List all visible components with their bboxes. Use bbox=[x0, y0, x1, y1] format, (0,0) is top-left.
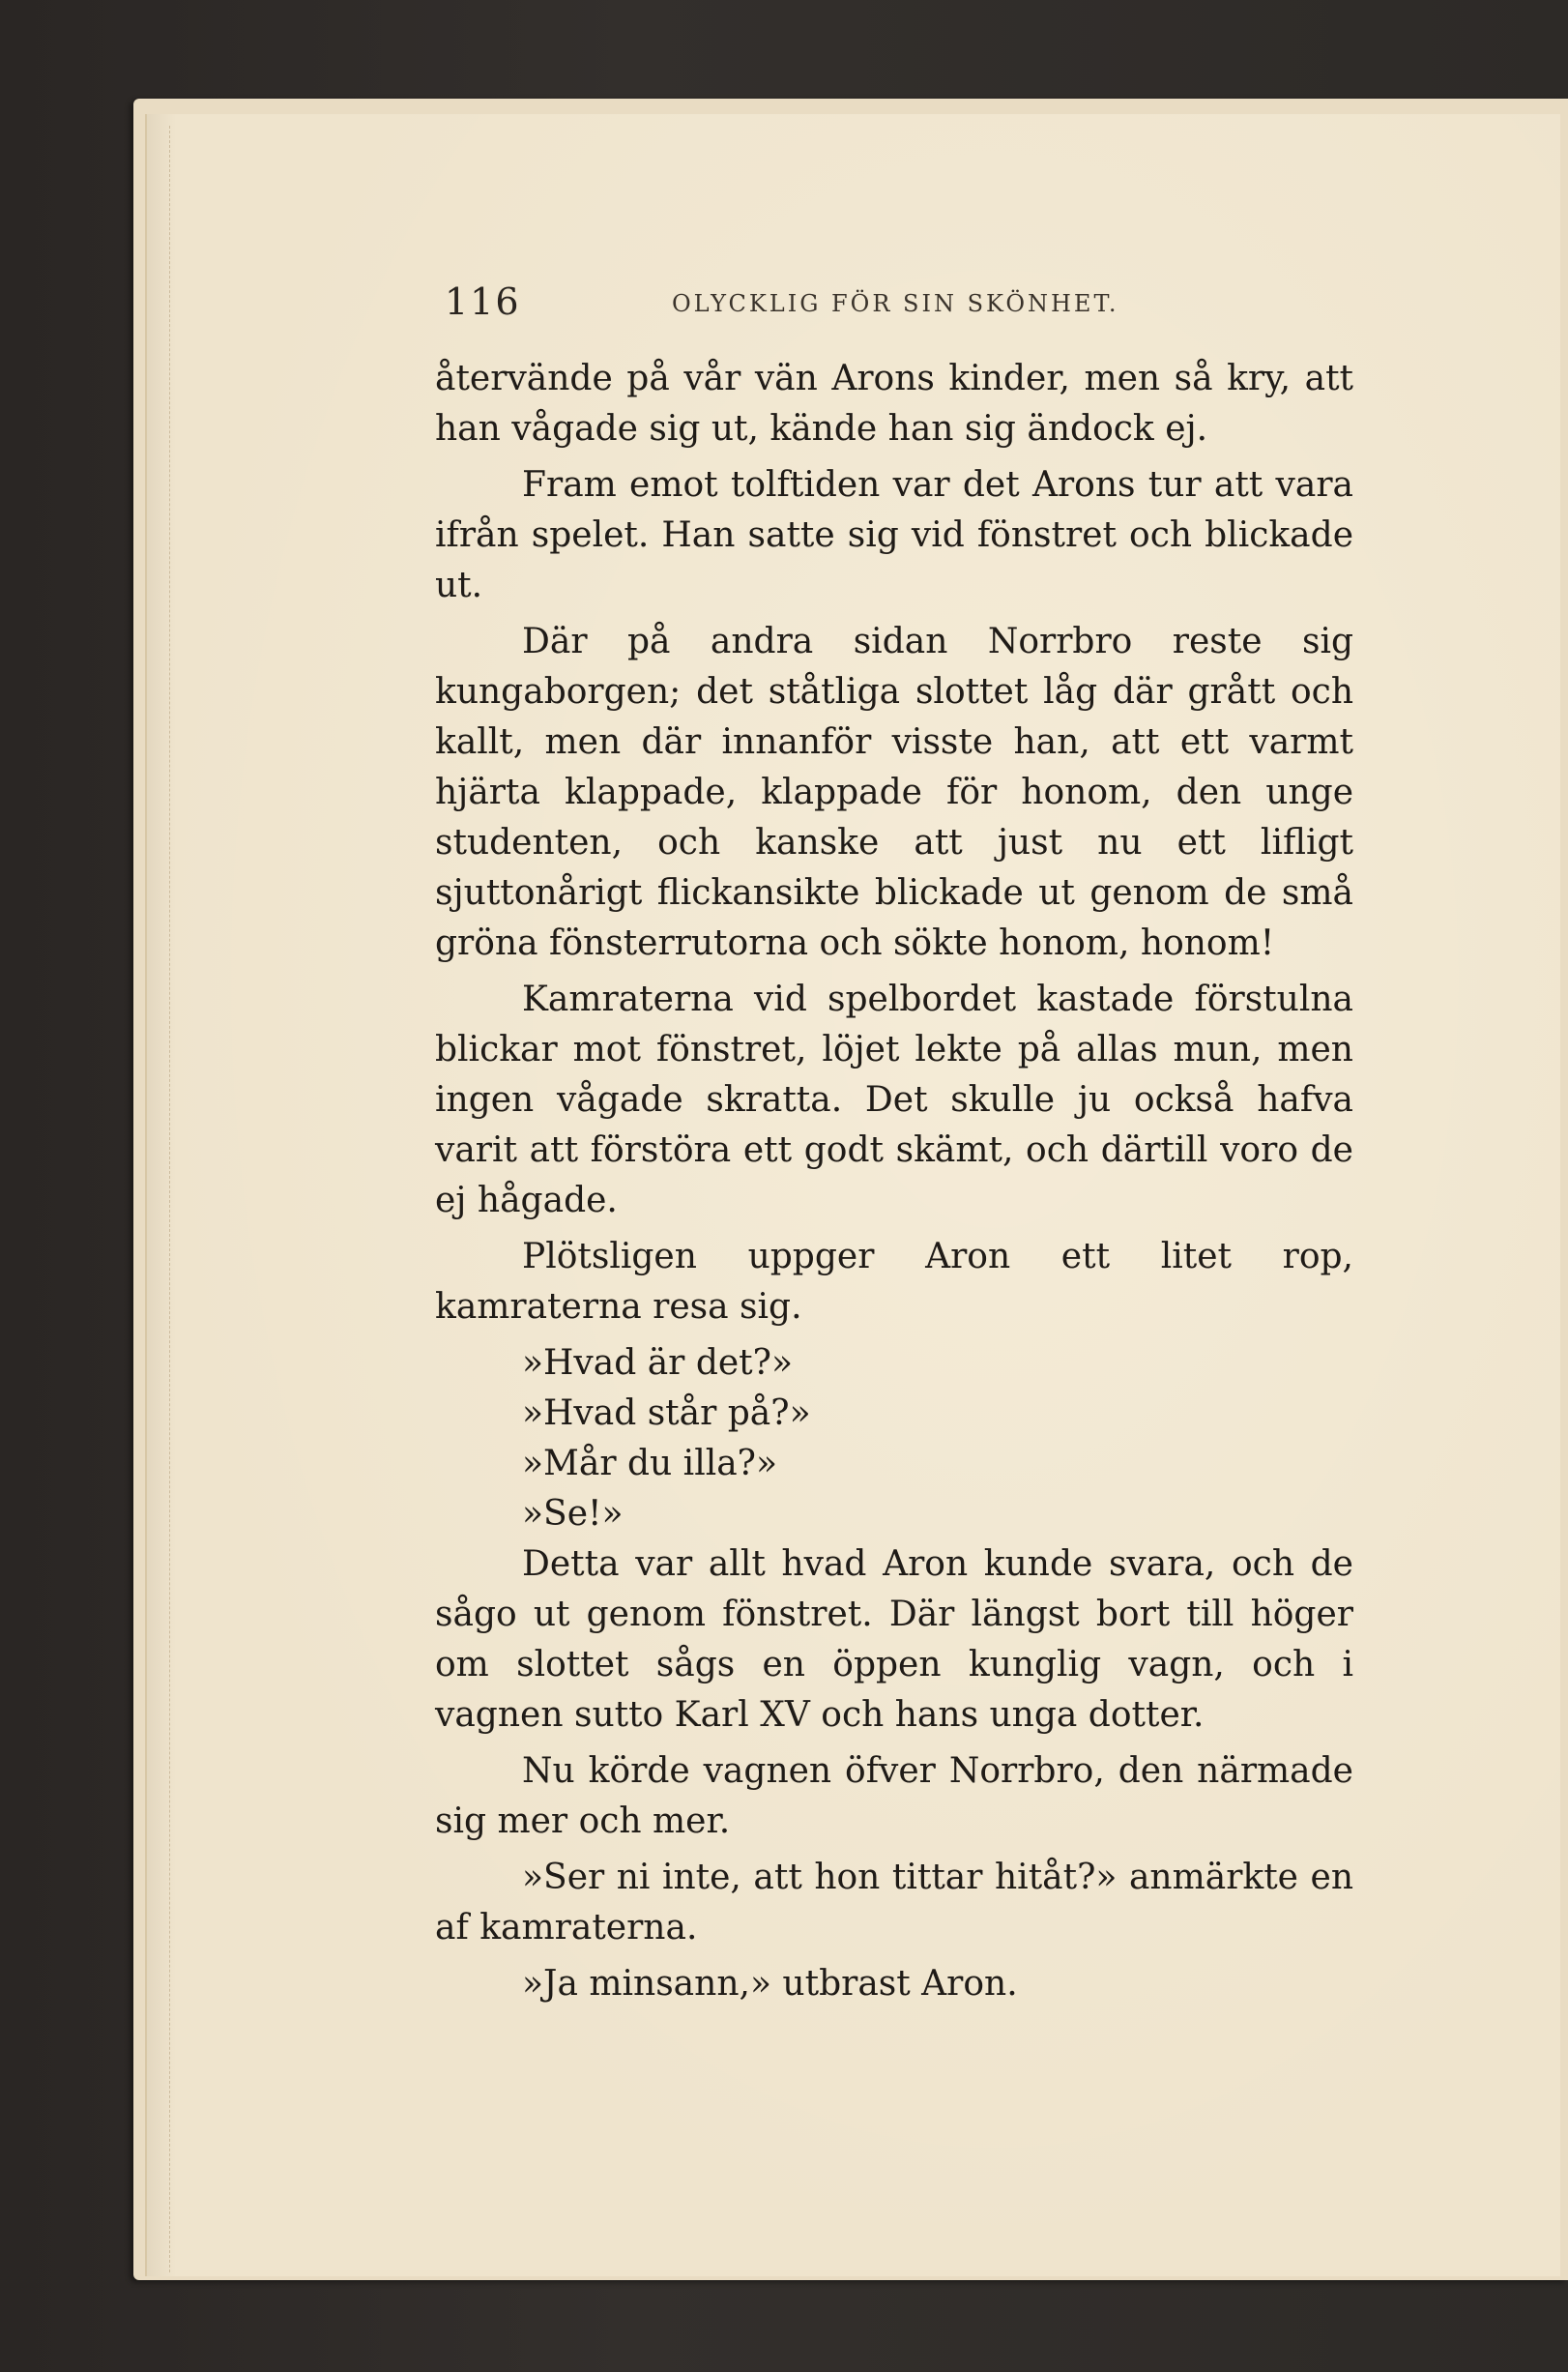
paragraph: Detta var allt hvad Aron kunde svara, och de sågo ut genom fönstret. Där längst bort till höger om slottet sågs en öppen kunglig vagn, och i vagnen sutto Karl XV och hans unga dotter. bbox=[435, 1544, 1353, 1735]
running-title: OLYCKLIG FÖR SIN SKÖNHET. bbox=[672, 290, 1119, 317]
paragraph: Plötsligen uppger Aron ett litet rop, kamraterna resa sig. bbox=[435, 1237, 1353, 1327]
dialog-line: »Mår du illa?» bbox=[522, 1444, 778, 1483]
paragraph: »Ja minsann,» utbrast Aron. bbox=[522, 1964, 1018, 2004]
paragraph: Där på andra sidan Norrbro reste sig kungaborgen; det ståtliga slottet låg där grått och kallt, men där innanför visste han, att ett varmt hjärta klappade, klappade för honom, den unge studenten, och kanske att just nu ett lifligt sjuttonårigt flickansikte blickade ut genom de små gröna fönsterrutorna och sökte honom, honom! bbox=[435, 622, 1353, 963]
body-text bbox=[435, 354, 1353, 2015]
page-gutter bbox=[169, 126, 178, 2272]
page-number: 116 bbox=[445, 280, 521, 323]
paragraph: Kamraterna vid spelbordet kastade förstulna blickar mot fönstret, löjet lekte på allas mun, men ingen vågade skratta. Det skulle ju också hafva varit att förstöra ett godt skämt, och därtill voro de ej hågade. bbox=[435, 980, 1353, 1220]
paragraph: Nu körde vagnen öfver Norrbro, den närmade sig mer och mer. bbox=[435, 1751, 1353, 1841]
dialog-line: »Hvad står på?» bbox=[522, 1393, 811, 1433]
dialog-line: »Hvad är det?» bbox=[522, 1343, 793, 1383]
paragraph: Fram emot tolftiden var det Arons tur att vara ifrån spelet. Han satte sig vid fönstret och blickade ut. bbox=[435, 465, 1353, 605]
page-header bbox=[435, 280, 1344, 329]
paragraph: återvände på vår vän Arons kinder, men så kry, att han vågade sig ut, kände han sig ändock ej. bbox=[435, 359, 1353, 449]
paragraph: »Ser ni inte, att hon tittar hitåt?» anmärkte en af kamraterna. bbox=[435, 1858, 1353, 1947]
dialog-line: »Se!» bbox=[522, 1494, 624, 1534]
